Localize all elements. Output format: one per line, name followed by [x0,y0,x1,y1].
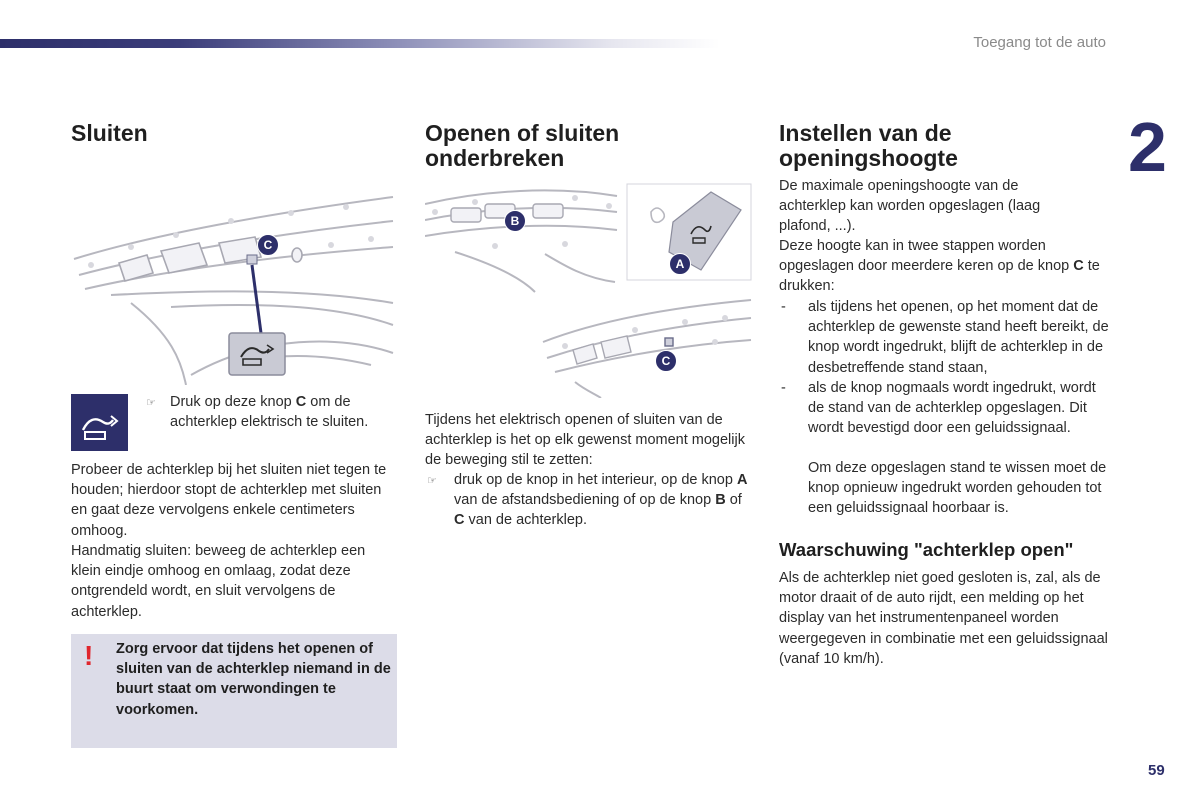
tailgate-button-icon [71,394,128,451]
warning-exclamation-icon: ! [84,640,94,671]
height-step-2: - als de knop nogmaals wordt ingedrukt, wordt de stand van de achterklep opgeslagen. Dit wordt bevestigd door een geluidssignaal. [779,378,1109,439]
chapter-number: 2 [1128,108,1167,186]
closing-para-1: Probeer de achterklep bij het sluiten niet tegen te houden; hierdoor stopt de achterklep met sluiten en gaat deze vervolgens enkele centimeters omhoog. [71,462,387,539]
tailgate-buttons-illustration [425,182,752,398]
safety-warning-text: Zorg ervoor dat tijdens het openen of sluiten van de achterklep niemand in de buurt staat om verwondingen te voorkomen. [116,641,391,718]
closing-instruction: Druk op deze knop C om de achterklep elektrisch te sluiten. [170,394,369,431]
subtitle-warning-open: Waarschuwing "achterklep open" [779,539,1074,560]
height-para-1: De maximale openingshoogte van de achterklep kan worden opgeslagen (laag plafond, ...). [779,178,1041,235]
label-c-callout: C [655,350,677,372]
tailgate-closing-illustration [71,185,396,385]
height-step-2-extra: Om deze opgeslagen stand te wissen moet de knop opnieuw ingedrukt worden gehouden tot een geluidssignaal hoorbaar is. [808,460,1107,517]
section-header: Toegang tot de auto [973,34,1106,51]
pointer-bullet: ☞ [427,475,437,487]
height-step-1: - als tijdens het openen, op het moment dat de achterklep de gewenste stand heeft bereikt, de knop wordt ingedrukt, blijft de achterklep in de desbetreffende stand staan, [779,297,1109,378]
pointer-bullet: ☞ [146,397,156,409]
page-number: 59 [1148,762,1165,779]
warning-open-para: Als de achterklep niet goed gesloten is, zal, als de motor draait of de auto rijdt, een melding op het display van het instrumentenpaneel worden weergegeven in combinatie met een geluidssignaal (vanaf 10 km/h). [779,570,1108,667]
closing-para-2: Handmatig sluiten: beweeg de achterklep een klein eindje omhoog en omlaag, zodat deze ontgrendeld wordt, en sluit vervolgens de achterklep. [71,543,366,620]
label-b-callout: B [504,210,526,232]
height-steps-list [779,297,1109,438]
section-title-closing: Sluiten [71,120,148,146]
label-c-callout: C [257,234,279,256]
label-a-callout: A [669,253,691,275]
interrupt-para: Tijdens het elektrisch openen of sluiten van de achterklep is het op elk gewenst moment mogelijk de beweging stil te zetten: [425,412,745,469]
interrupt-bullet: druk op de knop in het interieur, op de knop A van de afstandsbediening of op de knop B of C van de achterklep. [454,472,748,529]
height-para-2: Deze hoogte kan in twee stappen worden opgeslagen door meerdere keren op de knop C te drukken: [779,238,1100,295]
section-title-height: Instellen van de openingshoogte [779,120,958,171]
section-title-interrupt: Openen of sluiten onderbreken [425,120,620,171]
header-gradient-bar [0,39,720,48]
